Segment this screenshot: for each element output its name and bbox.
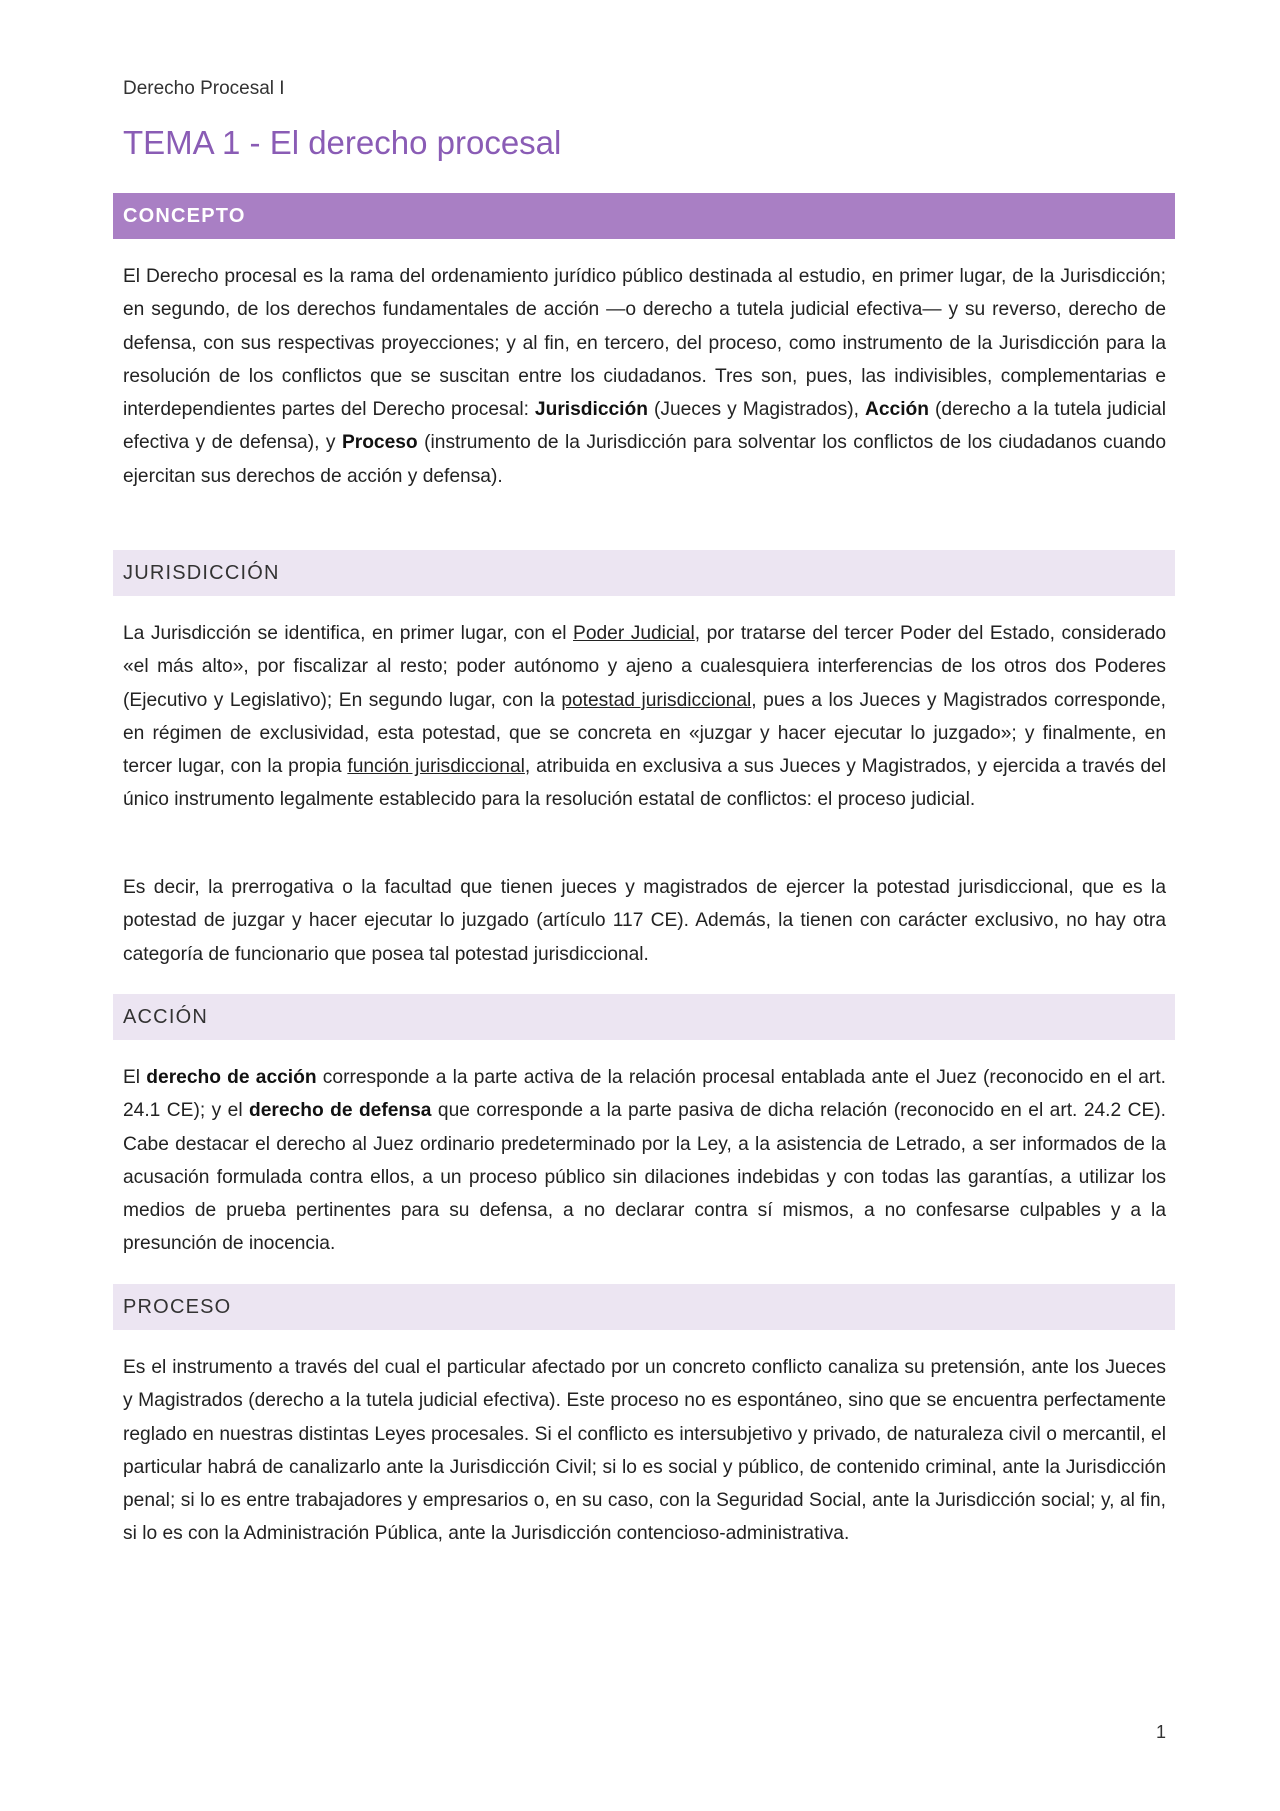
bold-term-derecho-de-accion: derecho de acción xyxy=(146,1067,317,1088)
text-run: (instrumento de la Jurisdicción para solventar los conflictos de los ciudadanos cuando ejercitan sus derechos de acción y defensa). xyxy=(123,432,1167,487)
section-heading-proceso: PROCESO xyxy=(113,1284,1175,1330)
text-run: El xyxy=(123,1067,147,1088)
bold-term-accion: Acción xyxy=(865,399,929,421)
underlined-term-poder-judicial: Poder Judicial xyxy=(573,623,695,644)
bold-term-proceso: Proceso xyxy=(341,432,418,454)
page-number: 1 xyxy=(1155,1722,1166,1742)
underlined-term-potestad-jurisdiccional: potestad jurisdiccional xyxy=(561,689,752,711)
document-title: TEMA 1 - El derecho procesal xyxy=(123,124,562,161)
paragraph-jurisdiccion-1 xyxy=(123,617,1166,817)
text-run: que corresponde a la parte pasiva de dicha relación (reconocido en el art. 24.2 CE). Cabe destacar el derecho al Juez ordinario predeterminado por la Ley, a la asistencia de Letrado, a ser informados de la acusación formulada contra ellos, a un proceso público sin dilaciones indebidas y con todas las garantías, a utilizar los medios de prueba pertinentes para su defensa, a no declarar contra sí mismos, a no confesarse culpables y a la presunción de inocencia. xyxy=(123,1100,1166,1255)
section-heading-accion: ACCIÓN xyxy=(113,994,1175,1040)
bold-term-jurisdiccion: Jurisdicción xyxy=(534,399,648,421)
text-run: El Derecho procesal es la rama del ordenamiento jurídico público destinada al estudio, en primer lugar, de la Jurisdicción; en segundo, de los derechos fundamentales de acción —o derecho a tutela judicial efectiva— y su reverso, derecho de defensa, con sus respectivas proyecciones; y al fin, en tercero, del proceso, como instrumento de la Jurisdicción para la resolución de los conflictos que se suscitan entre los ciudadanos. Tres son, pues, las indivisibles, complementarias e interdependientes partes del Derecho procesal: xyxy=(123,266,1166,421)
text-run: , atribuida en exclusiva a sus Jueces y Magistrados, y ejercida a través del único instrumento legalmente establecido para la resolución estatal de conflictos: el proceso judicial. xyxy=(123,756,1166,811)
text-run: , por tratarse del tercer Poder del Estado, considerado «el más alto», por fiscalizar al resto; poder autónomo y ajeno a cualesquiera interferencias de los otros dos Poderes (Ejecutivo y Legislativo); En segundo lugar, con la xyxy=(123,623,1166,711)
paragraph-concepto xyxy=(123,260,1166,493)
running-header: Derecho Procesal I xyxy=(123,78,285,99)
paragraph-proceso: Es el instrumento a través del cual el particular afectado por un concreto conflicto canaliza su pretensión, ante los Jueces y Magistrados (derecho a la tutela judicial efectiva). Este proceso no es espontáneo, sino que se encuentra perfectamente reglado en nuestras distintas Leyes procesales. Si el conflicto es intersubjetivo y privado, de naturaleza civil o mercantil, el particular habrá de canalizarlo ante la Jurisdicción Civil; si lo es social y público, de contenido criminal, ante la Jurisdicción penal; si lo es entre trabajadores y empresarios o, en su caso, con la Seguridad Social, ante la Jurisdicción social; y, al fin, si lo es con la Administración Pública, ante la Jurisdicción contencioso-administrativa. xyxy=(123,1357,1166,1545)
paragraph-jurisdiccion-2: Es decir, la prerrogativa o la facultad que tienen jueces y magistrados de ejercer la potestad jurisdiccional, que es la potestad de juzgar y hacer ejecutar lo juzgado (artículo 117 CE). Además, la tienen con carácter exclusivo, no hay otra categoría de funcionario que posea tal potestad jurisdiccional. xyxy=(123,877,1166,965)
paragraph-accion xyxy=(123,1061,1166,1261)
bold-term-derecho-de-defensa: derecho de defensa xyxy=(249,1100,432,1122)
text-run: (Jueces y Magistrados), xyxy=(647,399,866,421)
text-run: La Jurisdicción se identifica, en primer lugar, con el xyxy=(123,623,574,644)
text-run: (derecho a la tutela judicial efectiva y de defensa), y xyxy=(123,399,1166,454)
section-heading-jurisdiccion: JURISDICCIÓN xyxy=(113,550,1175,596)
text-run: corresponde a la parte activa de la relación procesal entablada ante el Juez (reconocido en el art. 24.1 CE); y el xyxy=(123,1067,1166,1122)
text-run: , pues a los Jueces y Magistrados corresponde, en régimen de exclusividad, esta potestad, que se concreta en «juzgar y hacer ejecutar lo juzgado»; y finalmente, en tercer lugar, con la propia xyxy=(123,689,1166,778)
section-heading-concepto: CONCEPTO xyxy=(113,193,1175,239)
underlined-term-funcion-jurisdiccional: función jurisdiccional xyxy=(347,756,525,778)
